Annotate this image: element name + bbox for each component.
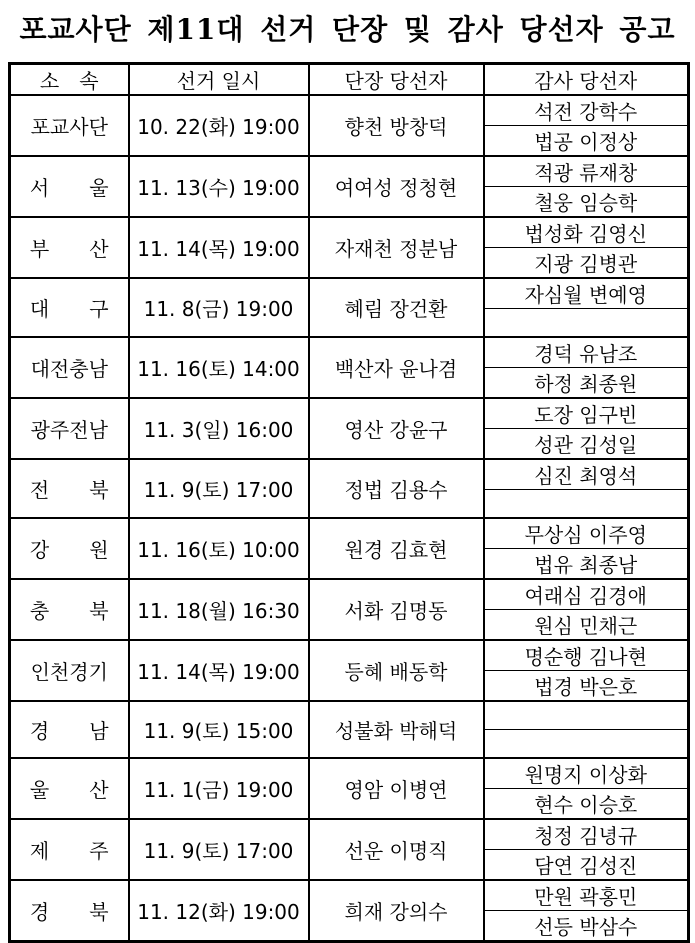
- header-row: [10, 64, 689, 96]
- table-row: [10, 819, 689, 850]
- auditor-cell: 담연 김성진: [484, 850, 689, 881]
- datetime-cell: 11. 14(목) 19:00: [129, 217, 309, 278]
- auditor-cell: [484, 730, 689, 759]
- column-header-region: 소 속: [10, 64, 129, 96]
- leader-cell: 영산 강윤구: [309, 398, 484, 459]
- table-row: [10, 880, 689, 911]
- table-row: [10, 398, 689, 429]
- auditor-cell: 원심 민채근: [484, 610, 689, 641]
- page-title: 포교사단 제11대 선거 단장 및 감사 당선자 공고: [19, 13, 676, 46]
- leader-cell: 자재천 정분남: [309, 217, 484, 278]
- region-cell: 울 산: [10, 758, 129, 819]
- datetime-cell: 11. 14(목) 19:00: [129, 640, 309, 701]
- table-row: [10, 640, 689, 671]
- column-header-auditor: 감사 당선자: [484, 64, 689, 96]
- datetime-cell: 11. 9(토) 17:00: [129, 819, 309, 880]
- auditor-cell: 원명지 이상화: [484, 758, 689, 789]
- region-cell: 인천경기: [10, 640, 129, 701]
- region-cell: 제 주: [10, 819, 129, 880]
- region-cell: 전 북: [10, 459, 129, 518]
- auditor-cell: 법성화 김영신: [484, 217, 689, 248]
- region-cell: 경 북: [10, 880, 129, 942]
- auditor-cell: 법공 이정상: [484, 126, 689, 157]
- table-row: [10, 579, 689, 610]
- table-row: [10, 217, 689, 248]
- auditor-cell: 도장 임구빈: [484, 398, 689, 429]
- datetime-cell: 11. 16(토) 14:00: [129, 337, 309, 398]
- datetime-cell: 11. 1(금) 19:00: [129, 758, 309, 819]
- auditor-cell: 선등 박삼수: [484, 911, 689, 942]
- leader-cell: 백산자 윤나겸: [309, 337, 484, 398]
- table-body: [10, 95, 689, 942]
- leader-cell: 선운 이명직: [309, 819, 484, 880]
- table-row: [10, 278, 689, 309]
- datetime-cell: 11. 9(토) 15:00: [129, 701, 309, 758]
- auditor-cell: 법경 박은호: [484, 671, 689, 702]
- auditor-cell: 적광 류재창: [484, 156, 689, 187]
- leader-cell: 향천 방창덕: [309, 95, 484, 156]
- datetime-cell: 11. 12(화) 19:00: [129, 880, 309, 942]
- auditor-cell: 만원 곽홍민: [484, 880, 689, 911]
- region-cell: 강 원: [10, 518, 129, 579]
- leader-cell: 원경 김효현: [309, 518, 484, 579]
- datetime-cell: 11. 18(월) 16:30: [129, 579, 309, 640]
- leader-cell: 정법 김용수: [309, 459, 484, 518]
- table-header: [10, 64, 689, 96]
- region-cell: 부 산: [10, 217, 129, 278]
- region-cell: 충 북: [10, 579, 129, 640]
- leader-cell: 여여성 정청현: [309, 156, 484, 217]
- table-row: [10, 95, 689, 126]
- auditor-cell: 청정 김녕규: [484, 819, 689, 850]
- auditor-cell: 석전 강학수: [484, 95, 689, 126]
- auditor-cell: 무상심 이주영: [484, 518, 689, 549]
- auditor-cell: 명순행 김나현: [484, 640, 689, 671]
- auditor-cell: 철웅 임승학: [484, 187, 689, 218]
- table-row: [10, 337, 689, 368]
- datetime-cell: 11. 8(금) 19:00: [129, 278, 309, 337]
- auditor-cell: [484, 309, 689, 338]
- region-cell: 서 울: [10, 156, 129, 217]
- auditor-cell: [484, 701, 689, 730]
- auditor-cell: 경덕 유남조: [484, 337, 689, 368]
- auditor-cell: 지광 김병관: [484, 248, 689, 279]
- datetime-cell: 11. 16(토) 10:00: [129, 518, 309, 579]
- leader-cell: 혜림 장건환: [309, 278, 484, 337]
- table-row: [10, 758, 689, 789]
- leader-cell: 영암 이병연: [309, 758, 484, 819]
- auditor-cell: 법유 최종남: [484, 549, 689, 580]
- auditor-cell: 여래심 김경애: [484, 579, 689, 610]
- region-cell: 대 구: [10, 278, 129, 337]
- leader-cell: 등혜 배동학: [309, 640, 484, 701]
- auditor-cell: 심진 최영석: [484, 459, 689, 490]
- auditor-cell: 성관 김성일: [484, 429, 689, 460]
- leader-cell: 성불화 박해덕: [309, 701, 484, 758]
- datetime-cell: 11. 13(수) 19:00: [129, 156, 309, 217]
- table-row: [10, 156, 689, 187]
- region-cell: 경 남: [10, 701, 129, 758]
- region-cell: 포교사단: [10, 95, 129, 156]
- auditor-cell: 현수 이승호: [484, 789, 689, 820]
- auditor-cell: 자심월 변예영: [484, 278, 689, 309]
- table-row: [10, 518, 689, 549]
- leader-cell: 희재 강의수: [309, 880, 484, 942]
- auditor-cell: 하정 최종원: [484, 368, 689, 399]
- datetime-cell: 11. 3(일) 16:00: [129, 398, 309, 459]
- region-cell: 광주전남: [10, 398, 129, 459]
- table-row: [10, 459, 689, 490]
- table-row: [10, 701, 689, 730]
- datetime-cell: 11. 9(토) 17:00: [129, 459, 309, 518]
- column-header-leader: 단장 당선자: [309, 64, 484, 96]
- region-cell: 대전충남: [10, 337, 129, 398]
- datetime-cell: 10. 22(화) 19:00: [129, 95, 309, 156]
- auditor-cell: [484, 490, 689, 519]
- column-header-datetime: 선거 일시: [129, 64, 309, 96]
- leader-cell: 서화 김명동: [309, 579, 484, 640]
- announcement-table: [8, 62, 690, 943]
